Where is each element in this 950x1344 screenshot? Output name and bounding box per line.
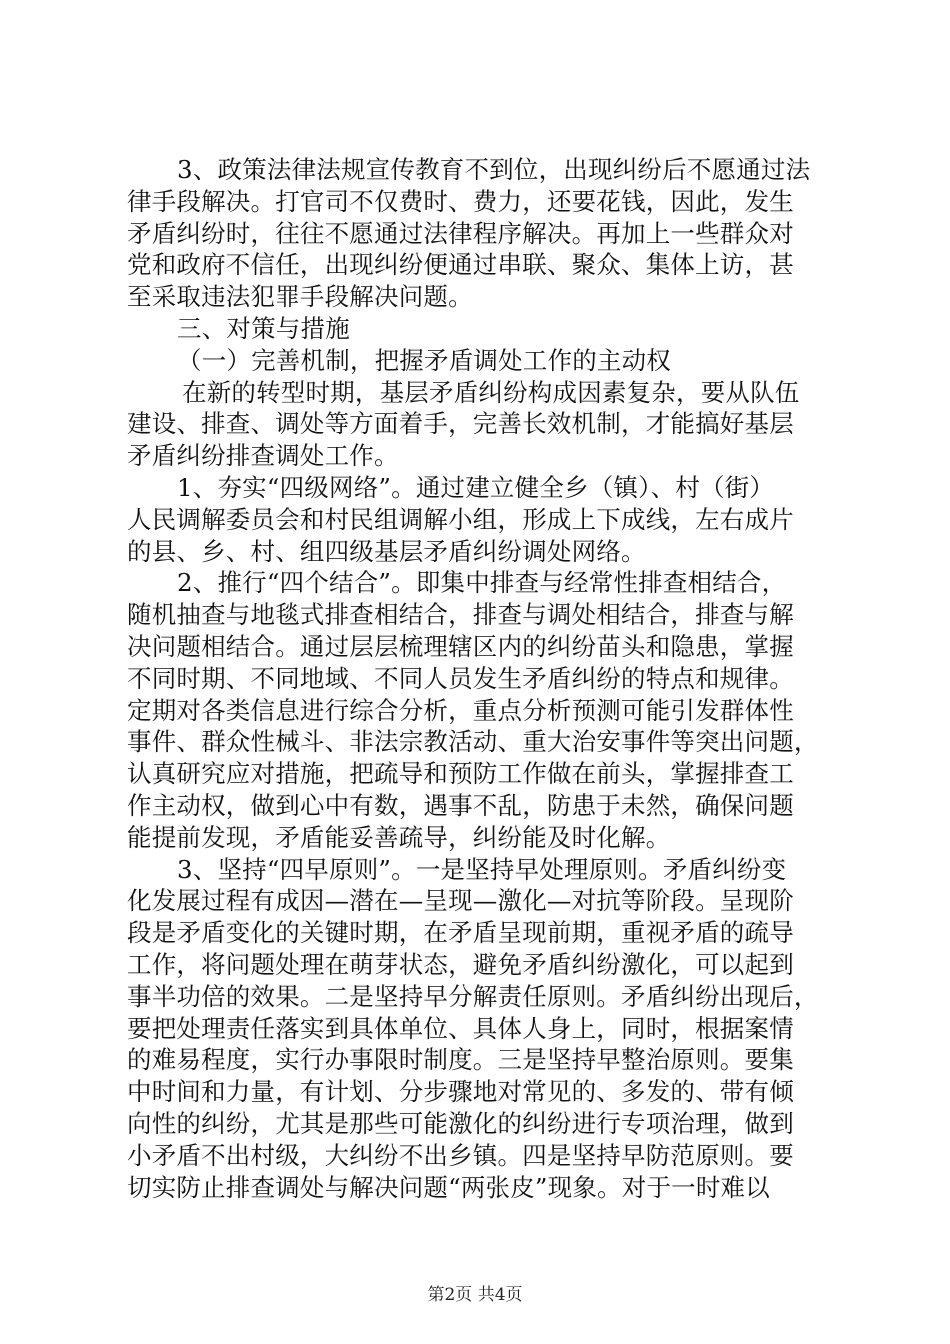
text-line: 2、推行“四个结合”。即集中排查与经常性排查相结合， bbox=[177, 568, 787, 598]
text-line: 认真研究应对措施，把疏导和预防工作做在前头，掌握排查工 bbox=[127, 759, 794, 789]
text-line: 能提前发现，矛盾能妥善疏导，纠纷能及时化解。 bbox=[127, 822, 671, 852]
text-line: 矛盾纠纷时，往往不愿通过法律程序解决。再加上一些群众对 bbox=[127, 218, 794, 248]
text-line: 事半功倍的效果。二是坚持早分解责任原则。矛盾纠纷出现后， bbox=[127, 981, 819, 1011]
text-line: 工作，将问题处理在萌芽状态，避免矛盾纠纷激化，可以起到 bbox=[127, 949, 794, 979]
text-line: 的难易程度，实行办事限时制度。三是坚持早整治原则。要集 bbox=[127, 1045, 794, 1075]
text-line: 矛盾纠纷排查调处工作。 bbox=[127, 441, 399, 471]
text-line: 定期对各类信息进行综合分析，重点分析预测可能引发群体性 bbox=[127, 695, 794, 725]
text-line: 建设、排查、调处等方面着手，完善长效机制，才能搞好基层 bbox=[127, 409, 794, 439]
text-line: 不同时期、不同地域、不同人员发生矛盾纠纷的特点和规律。 bbox=[127, 663, 794, 693]
text-line: 事件、群众性械斗、非法宗教活动、重大治安事件等突出问题， bbox=[127, 727, 819, 757]
text-line: 1、夯实“四级网络”。通过建立健全乡（镇）、村（街） bbox=[177, 472, 775, 502]
text-line: 向性的纠纷，尤其是那些可能激化的纠纷进行专项治理，做到 bbox=[127, 1108, 794, 1138]
text-line: 人民调解委员会和村民组调解小组，形成上下成线，左右成片 bbox=[127, 504, 794, 534]
text-line: 段是矛盾变化的关键时期，在矛盾呈现前期，重视矛盾的疏导 bbox=[127, 918, 794, 948]
document-body bbox=[127, 154, 832, 1203]
text-line: 三、对策与措施 bbox=[177, 313, 350, 343]
text-line: 切实防止排查调处与解决问题“两张皮”现象。对于一时难以 bbox=[127, 1172, 770, 1202]
text-line: 要把处理责任落实到具体单位、具体人身上，同时，根据案情 bbox=[127, 1013, 794, 1043]
text-line: 小矛盾不出村级，大纠纷不出乡镇。四是坚持早防范原则。要 bbox=[127, 1140, 794, 1170]
text-line: 化发展过程有成因—潜在—呈现—激化—对抗等阶段。呈现阶 bbox=[127, 886, 794, 916]
page-footer: 第2页 共4页 bbox=[427, 1285, 523, 1305]
text-line: 决问题相结合。通过层层梳理辖区内的纠纷苗头和隐患，掌握 bbox=[127, 631, 794, 661]
text-line: 律手段解决。打官司不仅费时、费力，还要花钱，因此，发生 bbox=[127, 186, 794, 216]
text-line: （一）完善机制，把握矛盾调处工作的主动权 bbox=[177, 345, 671, 375]
text-line: 至采取违法犯罪手段解决问题。 bbox=[127, 282, 473, 312]
text-line: 随机抽查与地毯式排查相结合，排查与调处相结合，排查与解 bbox=[127, 600, 794, 630]
text-line: 3、坚持“四早原则”。一是坚持早处理原则。矛盾纠纷变 bbox=[177, 854, 787, 884]
text-line: 中时间和力量，有计划、分步骤地对常见的、多发的、带有倾 bbox=[127, 1077, 794, 1107]
text-line: 党和政府不信任，出现纠纷便通过串联、聚众、集体上访，甚 bbox=[127, 250, 794, 280]
text-line: 3、政策法律法规宣传教育不到位，出现纠纷后不愿通过法 bbox=[177, 155, 811, 184]
text-line: 的县、乡、村、组四级基层矛盾纠纷调处网络。 bbox=[127, 536, 646, 566]
text-line: 作主动权，做到心中有数，遇事不乱，防患于未然，确保问题 bbox=[127, 790, 794, 820]
text-line: 在新的转型时期，基层矛盾纠纷构成因素复杂，要从队伍 bbox=[182, 377, 800, 407]
